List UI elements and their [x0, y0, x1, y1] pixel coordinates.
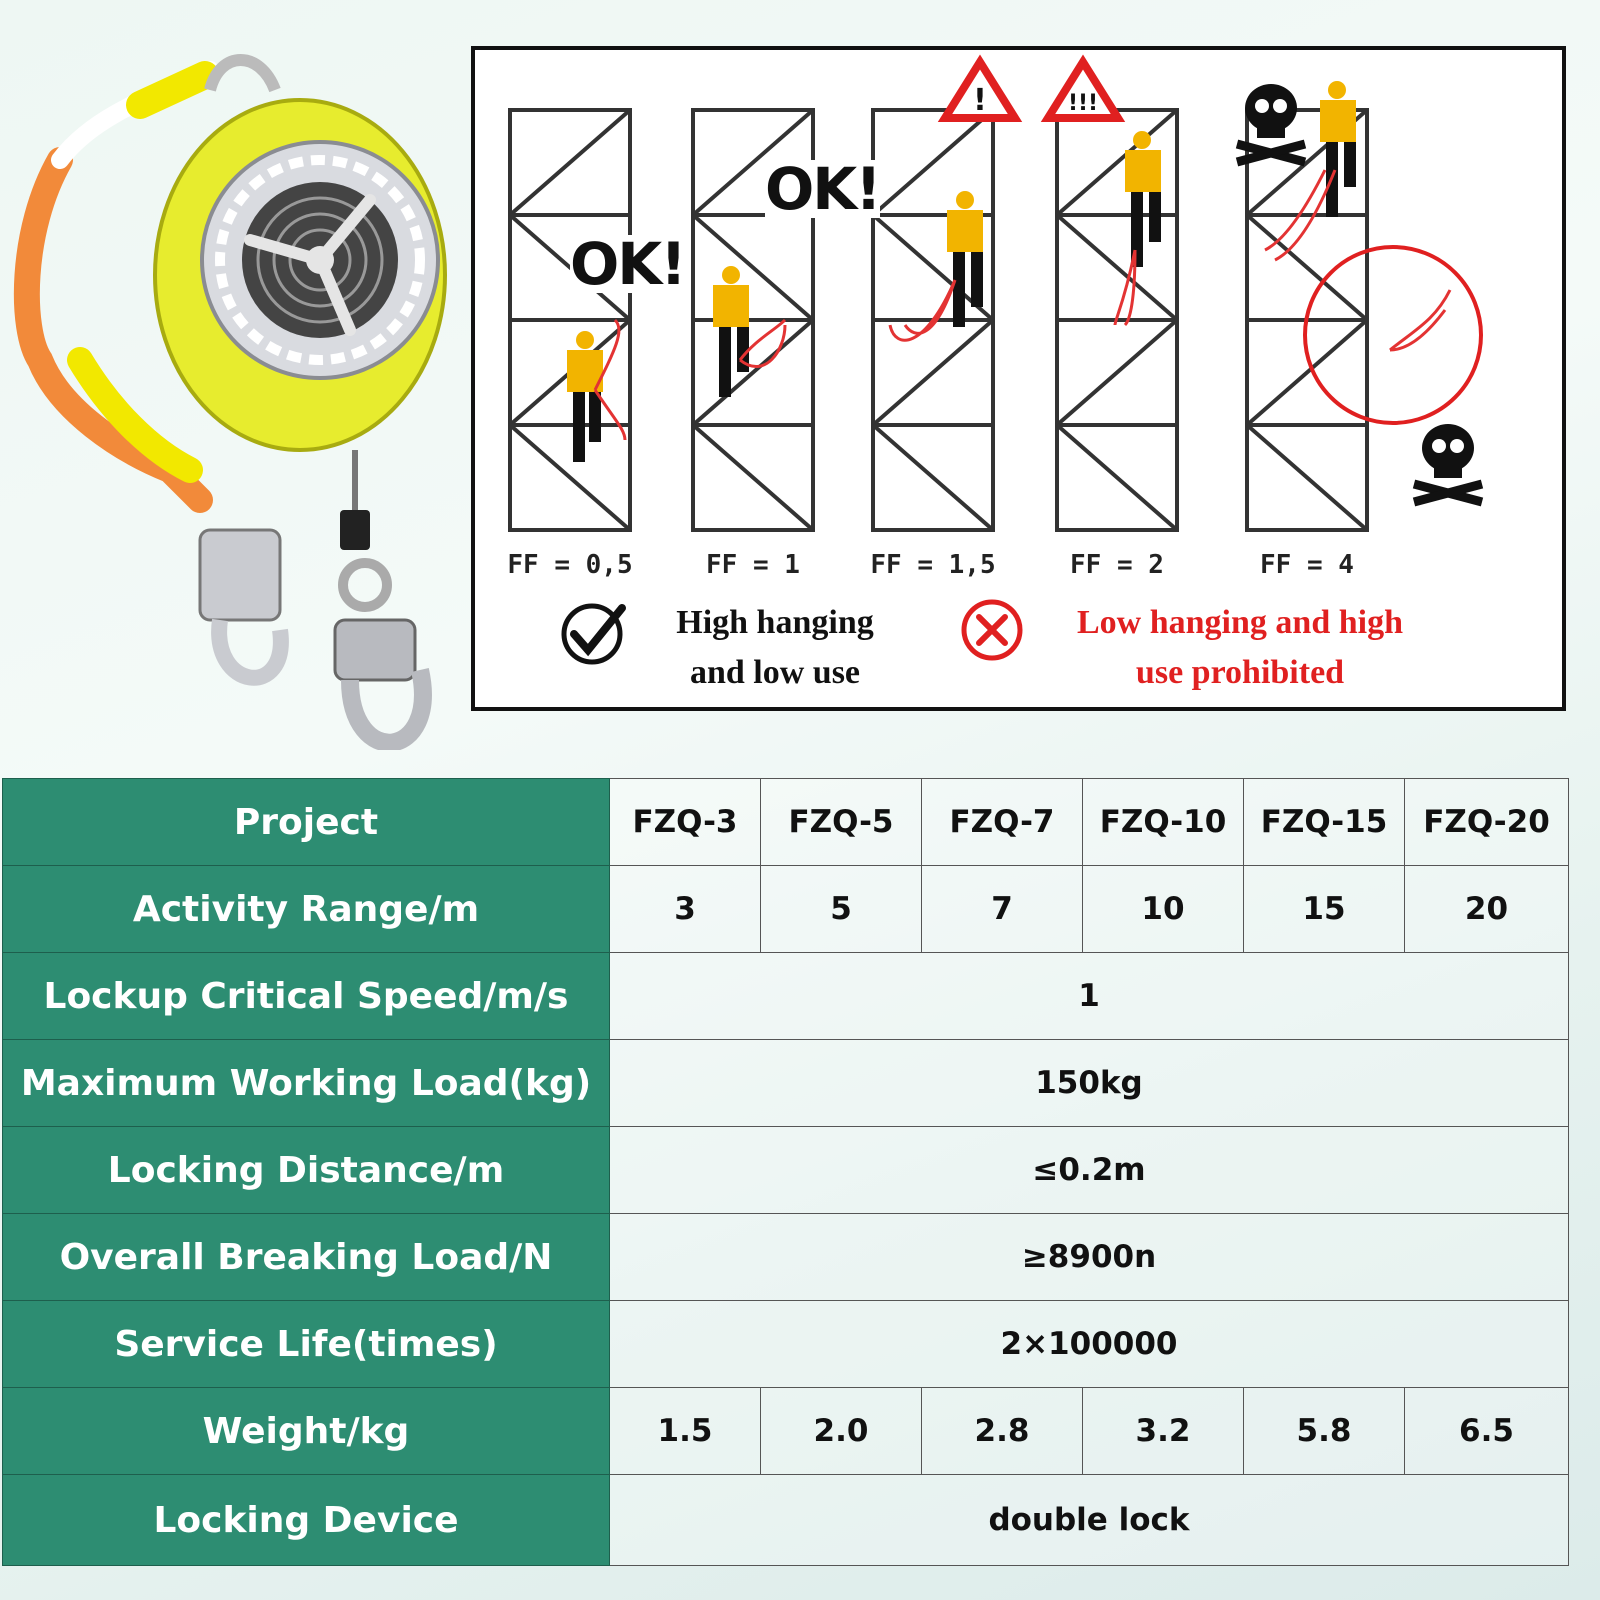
prohibited-legend-line-2: use prohibited — [1135, 654, 1345, 691]
table-cell: 5 — [761, 866, 922, 953]
row-label: Maximum Working Load(kg) — [3, 1040, 610, 1127]
check-icon — [564, 606, 622, 662]
table-row — [3, 1040, 1569, 1127]
model-header: FZQ-5 — [761, 779, 922, 866]
row-label: Overall Breaking Load/N — [3, 1214, 610, 1301]
table-cell: 10 — [1083, 866, 1244, 953]
table-cell: ≤0.2m — [610, 1127, 1569, 1214]
prohibited-icon — [964, 602, 1020, 658]
table-row — [3, 1301, 1569, 1388]
table-row — [3, 953, 1569, 1040]
row-label: Service Life(times) — [3, 1301, 610, 1388]
table-row — [3, 1214, 1569, 1301]
table-row — [3, 1127, 1569, 1214]
table-row — [3, 866, 1569, 953]
table-cell: 1 — [610, 953, 1569, 1040]
skull-icon — [1414, 424, 1482, 502]
svg-text:!: ! — [973, 83, 987, 118]
row-label: Locking Distance/m — [3, 1127, 610, 1214]
ff-label: FF = 2 — [1070, 550, 1164, 580]
row-label: Lockup Critical Speed/m/s — [3, 953, 610, 1040]
table-cell: 6.5 — [1405, 1388, 1569, 1475]
row-label: Weight/kg — [3, 1388, 610, 1475]
warning-triangle-icon — [945, 62, 1015, 118]
model-header: FZQ-7 — [922, 779, 1083, 866]
table-row — [3, 1475, 1569, 1566]
table-cell: 2×100000 — [610, 1301, 1569, 1388]
allowed-legend — [635, 598, 915, 698]
project-header: Project — [3, 779, 610, 866]
specification-table — [2, 778, 1569, 1566]
model-header: FZQ-10 — [1083, 779, 1244, 866]
table-cell: 7 — [922, 866, 1083, 953]
ok-label-2: OK! — [765, 155, 880, 223]
scaffold-tower-1 — [510, 110, 630, 530]
prohibited-legend-line-1: Low hanging and high — [1077, 604, 1403, 641]
ff-label: FF = 1,5 — [870, 550, 996, 580]
table-cell: 2.8 — [922, 1388, 1083, 1475]
table-header-row — [3, 779, 1569, 866]
ff-label: FF = 1 — [706, 550, 800, 580]
self-retracting-lifeline-illustration — [0, 30, 470, 750]
table-cell: 5.8 — [1244, 1388, 1405, 1475]
prohibited-legend — [1040, 598, 1440, 698]
table-cell: 1.5 — [610, 1388, 761, 1475]
fall-factor-diagram — [471, 46, 1566, 711]
row-label: Locking Device — [3, 1475, 610, 1566]
model-header: FZQ-3 — [610, 779, 761, 866]
ff-label: FF = 4 — [1260, 550, 1354, 580]
table-cell: double lock — [610, 1475, 1569, 1566]
table-cell: ≥8900n — [610, 1214, 1569, 1301]
danger-zoom-circle — [1305, 247, 1481, 423]
allowed-legend-line-2: and low use — [689, 654, 861, 691]
allowed-legend-line-1: High hanging — [676, 604, 874, 641]
table-cell: 3 — [610, 866, 761, 953]
ff-label: FF = 0,5 — [507, 550, 633, 580]
table-cell: 3.2 — [1083, 1388, 1244, 1475]
ok-label-1: OK! — [570, 230, 685, 298]
model-header: FZQ-20 — [1405, 779, 1569, 866]
table-cell: 20 — [1405, 866, 1569, 953]
table-row — [3, 1388, 1569, 1475]
warning-triangle-icon — [1048, 62, 1118, 118]
svg-text:!!!: !!! — [1067, 91, 1099, 116]
table-cell: 2.0 — [761, 1388, 922, 1475]
model-header: FZQ-15 — [1244, 779, 1405, 866]
table-cell: 150kg — [610, 1040, 1569, 1127]
row-label: Activity Range/m — [3, 866, 610, 953]
table-cell: 15 — [1244, 866, 1405, 953]
